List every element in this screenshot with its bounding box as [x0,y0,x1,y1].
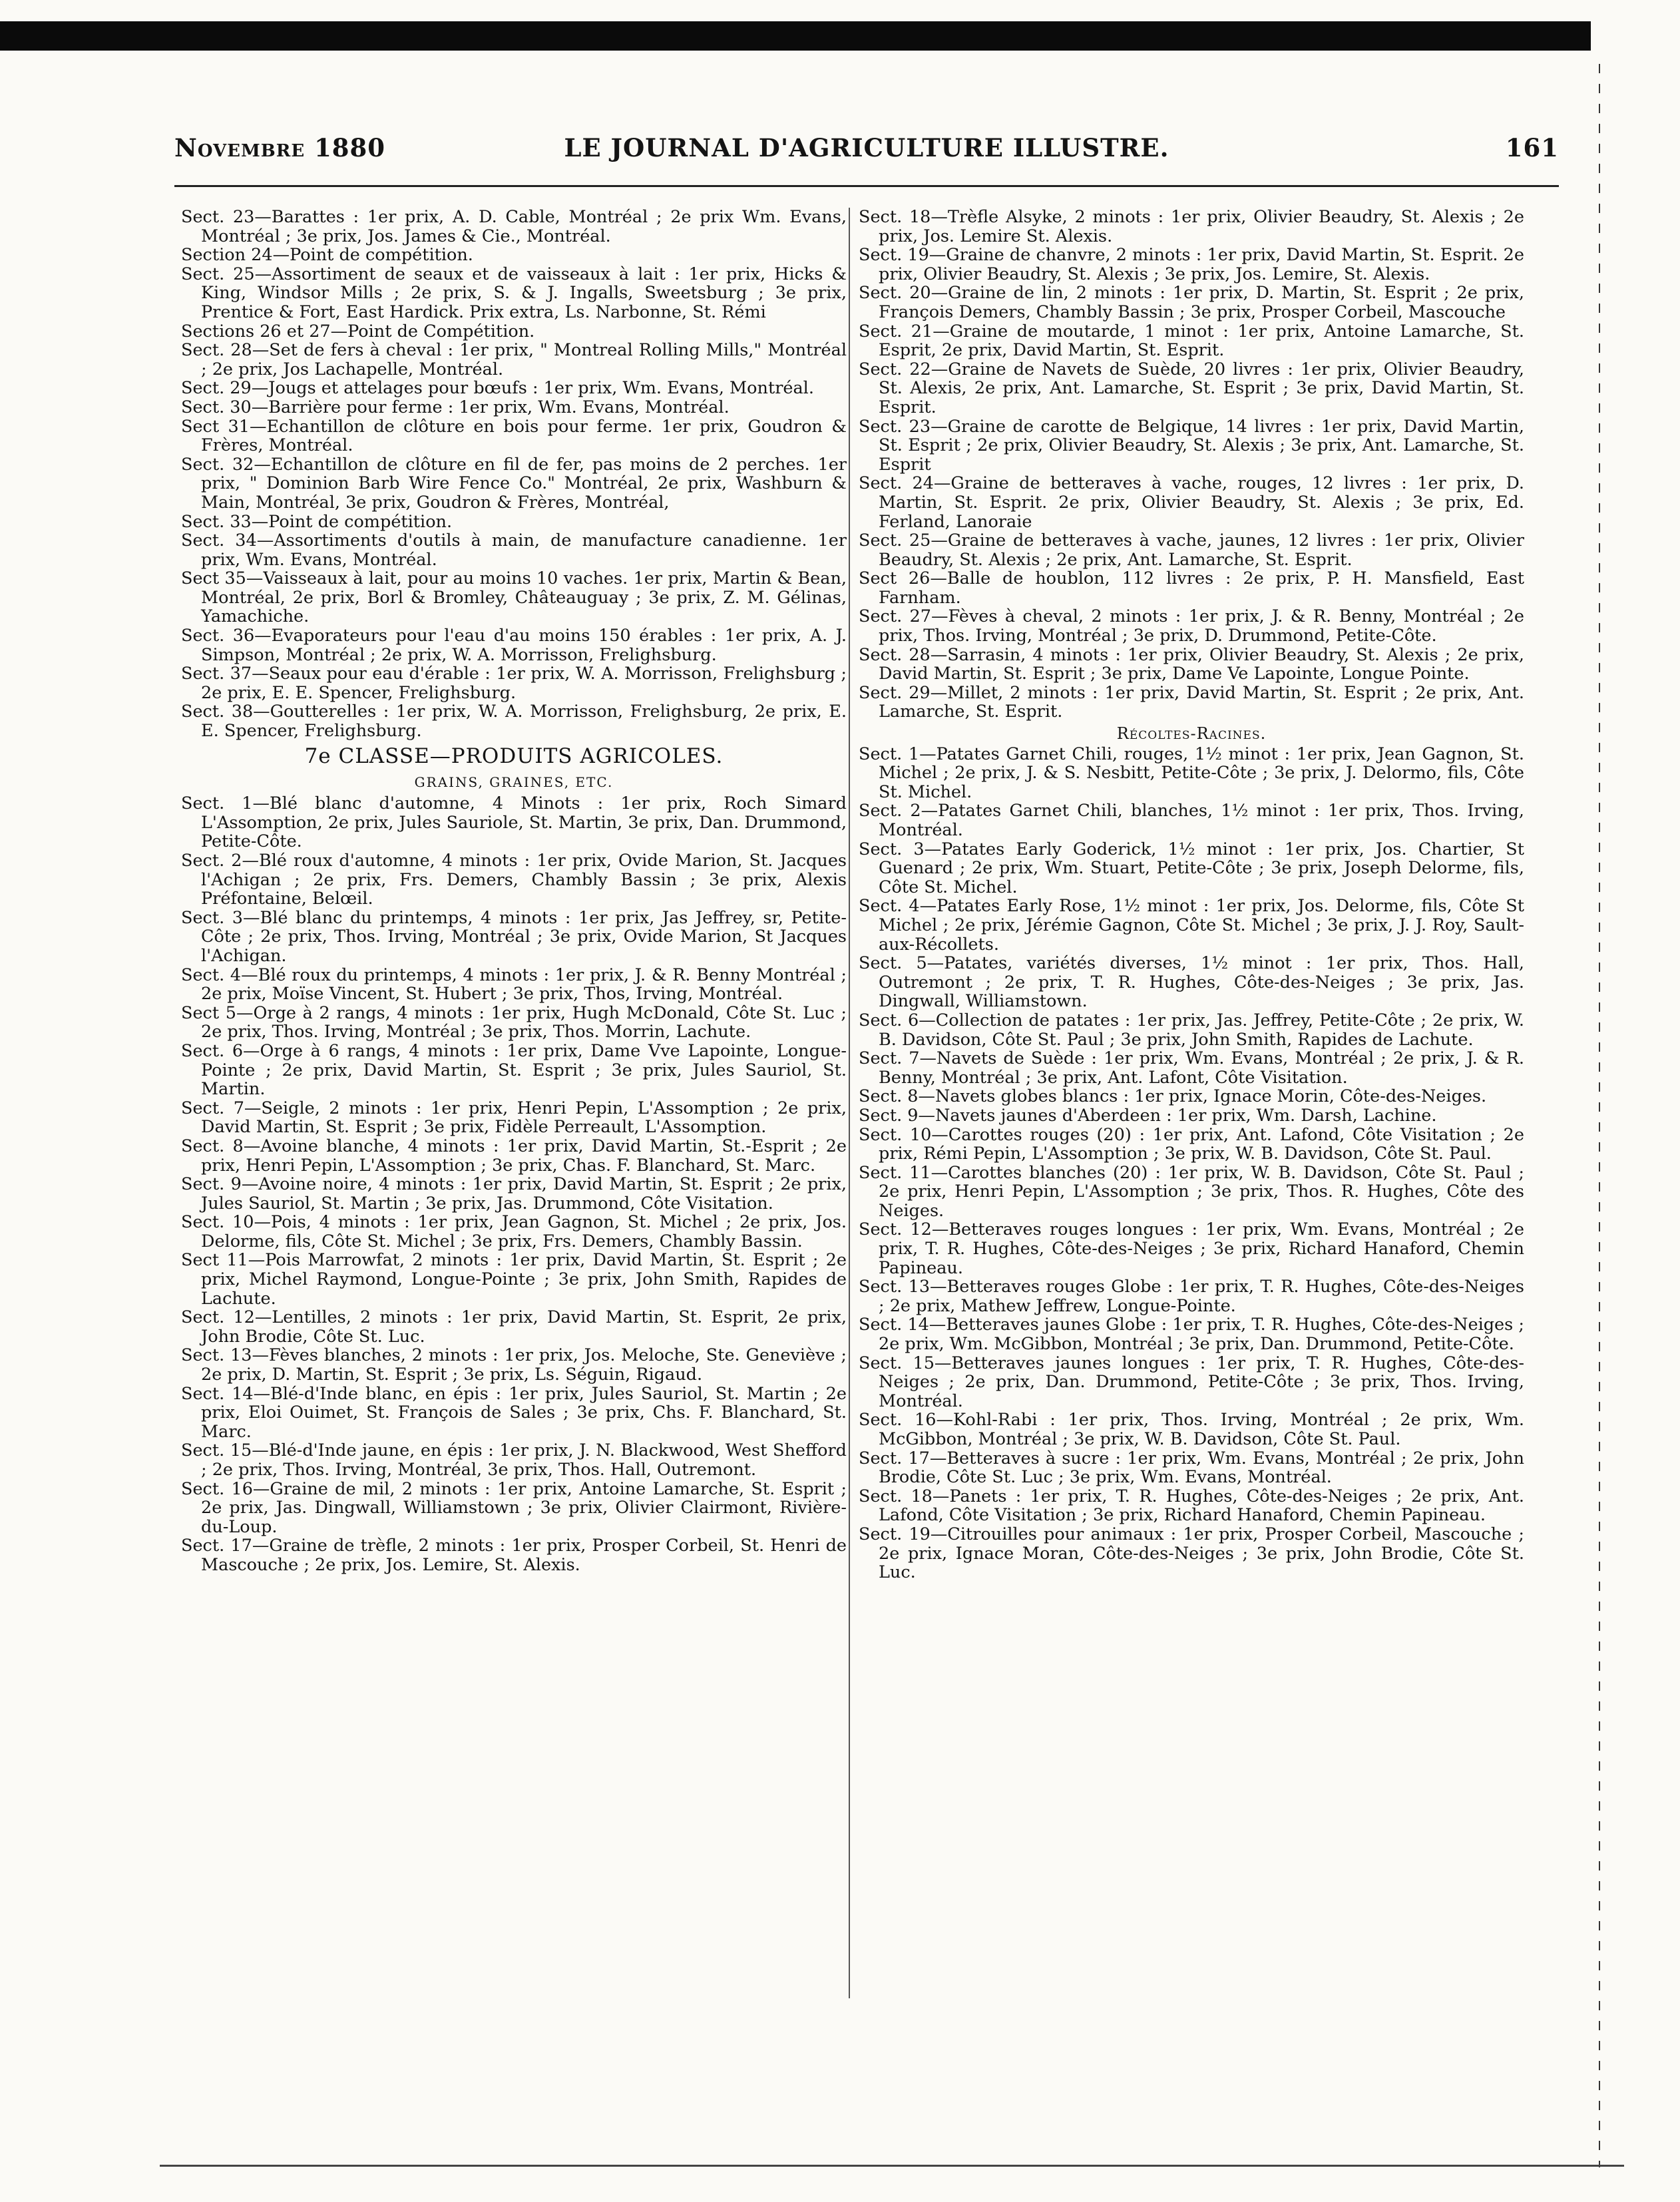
section-entry: Sect. 7—Seigle, 2 minots : 1er prix, Henri Pepin, L'Assomption ; 2e prix, David Martin, St. Esprit ; 3e prix, Fidèle Perreault, L'Assomption. [181,1098,847,1138]
section-entry: Sect. 10—Carottes rouges (20) : 1er prix, Ant. Lafond, Côte Visitation ; 2e prix, Rémi Pepin, L'Assomption ; 3e prix, W. B. Davidson, Côte St. Paul. [859,1124,1524,1164]
header-date: Novembre 1880 [174,133,386,162]
page-header [174,133,1559,173]
section-entry: Sect. 7—Navets de Suède : 1er prix, Wm. Evans, Montréal ; 2e prix, J. & R. Benny, Montréal ; 3e prix, Ant. Lafont, Côte Visitation. [859,1048,1524,1088]
section-entry: Sect. 1—Blé blanc d'automne, 4 Minots : 1er prix, Roch Simard L'Assomption, 2e prix, Jules Sauriole, St. Martin, 3e prix, Dan. Drummond, Petite-Côte. [181,793,847,852]
section-entry: Sect. 36—Evaporateurs pour l'eau d'au moins 150 érables : 1er prix, A. J. Simpson, Montréal ; 2e prix, W. A. Morrisson, Frelighsburg. [181,626,847,665]
section-entry: Sect. 20—Graine de lin, 2 minots : 1er prix, D. Martin, St. Esprit ; 2e prix, François Demers, Chambly Bassin ; 3e prix, Prosper Corbeil, Mascouche [859,283,1524,322]
section-entry: Sect. 8—Navets globes blancs : 1er prix, Ignace Morin, Côte-des-Neiges. [859,1086,1487,1107]
section-entry: Sect. 9—Navets jaunes d'Aberdeen : 1er prix, Wm. Darsh, Lachine. [859,1105,1437,1126]
left-entries-grains [181,794,847,1574]
section-entry: Sect. 19—Citrouilles pour animaux : 1er prix, Prosper Corbeil, Mascouche ; 2e prix, Ignace Moran, Côte-des-Neiges ; 3e prix, John Brodie, Côte St. Luc. [859,1524,1524,1583]
section-entry: Sect. 24—Graine de betteraves à vache, rouges, 12 livres : 1er prix, D. Martin, St. Esprit. 2e prix, Olivier Beaudry, St. Alexis ; 3e prix, Ed. Ferland, Lanoraie [859,473,1524,532]
section-entry: Sect. 17—Graine de trèfle, 2 minots : 1er prix, Prosper Corbeil, St. Henri de Mascouche ; 2e prix, Jos. Lemire, St. Alexis. [181,1536,847,1575]
section-entry: Sect. 25—Graine de betteraves à vache, jaunes, 12 livres : 1er prix, Olivier Beaudry, St. Alexis ; 2e prix, Ant. Lamarche, St. Esprit. [859,531,1524,570]
header-rule [174,185,1559,187]
section-entry: Sect. 15—Blé-d'Inde jaune, en épis : 1er prix, J. N. Blackwood, West Shefford ; 2e prix, Thos. Irving, Montréal, 3e prix, Thos. Hall, Outremont. [181,1440,847,1480]
section-entry: Sect. 25—Assortiment de seaux et de vaisseaux à lait : 1er prix, Hicks & King, Windsor Mills ; 2e prix, S. & J. Ingalls, Sweetsburg ; 3e prix, Prentice & Fort, East Hardick. Prix extra, Ls. Narbonne, St. Rémi [181,264,847,322]
section-entry: Sect. 23—Barattes : 1er prix, A. D. Cable, Montréal ; 2e prix Wm. Evans, Montréal ; 3e prix, Jos. James & Cie., Montréal. [181,207,847,246]
section-entry: Sect. 34—Assortiments d'outils à main, de manufacture canadienne. 1er prix, Wm. Evans, Montréal. [181,531,847,570]
section-entry: Sect. 18—Trèfle Alsyke, 2 minots : 1er prix, Olivier Beaudry, St. Alexis ; 2e prix, Jos. Lemire St. Alexis. [859,207,1524,246]
section-entry: Sect. 14—Blé-d'Inde blanc, en épis : 1er prix, Jules Sauriol, St. Martin ; 2e prix, Eloi Ouimet, St. François de Sales ; 3e prix, Chs. F. Blanchard, St. Marc. [181,1383,847,1442]
section-entry: Sect. 3—Blé blanc du printemps, 4 minots : 1er prix, Jas Jeffrey, sr, Petite-Côte ; 2e prix, Thos. Irving, Montréal ; 3e prix, Ovide Marion, St Jacques l'Achigan. [181,907,847,966]
left-column [181,208,847,1575]
section-entry: Sect. 16—Kohl-Rabi : 1er prix, Thos. Irving, Montréal ; 2e prix, Wm. McGibbon, Montréal ; 3e prix, W. B. Davidson, Côte St. Paul. [859,1410,1524,1449]
section-entry: Sect. 22—Graine de Navets de Suède, 20 livres : 1er prix, Olivier Beaudry, St. Alexis, 2e prix, Ant. Lamarche, St. Esprit ; 3e prix, David Martin, St. Esprit. [859,359,1524,417]
section-entry: Sect. 38—Goutterelles : 1er prix, W. A. Morrisson, Frelighsburg, 2e prix, E. E. Spencer, Frelighsburg. [181,702,847,742]
section-entry: Sect. 18—Panets : 1er prix, T. R. Hughes, Côte-des-Neiges ; 2e prix, Ant. Lafond, Côte Visitation ; 3e prix, Richard Hanaford, Chemin Papineau. [859,1486,1524,1526]
section-entry: Sect. 12—Lentilles, 2 minots : 1er prix, David Martin, St. Esprit, 2e prix, John Brodie, Côte St. Luc. [181,1307,847,1347]
section-entry: Sect. 12—Betteraves rouges longues : 1er prix, Wm. Evans, Montréal ; 2e prix, T. R. Hughes, Côte-des-Neiges ; 3e prix, Richard Hanaford, Chemin Papineau. [859,1219,1524,1278]
section-entry: Sect. 30—Barrière pour ferme : 1er prix, Wm. Evans, Montréal. [181,397,730,417]
section-entry: Sect. 28—Set de fers à cheval : 1er prix, " Montreal Rolling Mills," Montréal ; 2e prix, Jos Lachapelle, Montréal. [181,340,847,379]
top-black-bar [0,21,1591,51]
section-entry: Sect. 29—Jougs et attelages pour bœufs : 1er prix, Wm. Evans, Montréal. [181,378,814,399]
right-entries-racines [859,745,1524,1582]
section-entry: Sect. 19—Graine de chanvre, 2 minots : 1er prix, David Martin, St. Esprit. 2e prix, Olivier Beaudry, St. Alexis ; 3e prix, Jos. Lemire, St. Alexis. [859,245,1524,284]
section-entry: Sect. 4—Blé roux du printemps, 4 minots : 1er prix, J. & R. Benny Montréal ; 2e prix, Moïse Vincent, St. Hubert ; 3e prix, Thos, Irving, Montréal. [181,965,847,1004]
column-separator [849,208,850,1998]
section-entry: Sect 5—Orge à 2 rangs, 4 minots : 1er prix, Hugh McDonald, Côte St. Luc ; 2e prix, Thos. Irving, Montréal ; 3e prix, Thos. Morrin, Lachute. [181,1002,847,1042]
section-entry: Sect. 32—Echantillon de clôture en fil de fer, pas moins de 2 perches. 1er prix, " Dominion Barb Wire Fence Co." Montréal, 2e prix, Washburn & Main, Montréal, 3e prix, Goudron & Frères, Montréal, [181,454,847,513]
section-entry: Sect. 14—Betteraves jaunes Globe : 1er prix, T. R. Hughes, Côte-des-Neiges ; 2e prix, Wm. McGibbon, Montréal ; 3e prix, Dan. Drummond, Petite-Côte. [859,1315,1524,1355]
section-entry: Sect. 4—Patates Early Rose, 1½ minot : 1er prix, Jos. Delorme, fils, Côte St Michel ; 2e prix, Jérémie Gagnon, Côte St. Michel ; 3e prix, J. J. Roy, Sault-aux-Récollets. [859,896,1524,955]
section-entry: Sect. 6—Collection de patates : 1er prix, Jas. Jeffrey, Petite-Côte ; 2e prix, W. B. Davidson, Côte St. Paul ; 3e prix, John Smith, Rapides de Lachute. [859,1010,1524,1050]
section-entry: Sect 11—Pois Marrowfat, 2 minots : 1er prix, David Martin, St. Esprit ; 2e prix, Michel Raymond, Longue-Pointe ; 3e prix, John Smith, Rapides de Lachute. [181,1250,847,1309]
section-entry: Sect. 8—Avoine blanche, 4 minots : 1er prix, David Martin, St.-Esprit ; 2e prix, Henri Pepin, L'Assomption ; 3e prix, Chas. F. Blanchard, St. Marc. [181,1136,847,1176]
recoltes-title: Récoltes-Racines. [1116,724,1267,744]
page-number: 161 [1505,133,1559,162]
section-entry: Sect 35—Vaisseaux à lait, pour au moins 10 vaches. 1er prix, Martin & Bean, Montréal, 2e prix, Borl & Bromley, Châteauguay ; 3e prix, Z. M. Gélinas, Yamachiche. [181,568,847,627]
section-entry: Sect. 9—Avoine noire, 4 minots : 1er prix, David Martin, St. Esprit ; 2e prix, Jules Sauriol, St. Martin ; 3e prix, Jas. Drummond, Côte Visitation. [181,1174,847,1213]
bottom-rule [160,2165,1624,2167]
section-entry: Sect. 11—Carottes blanches (20) : 1er prix, W. B. Davidson, Côte St. Paul ; 2e prix, Henri Pepin, L'Assomption ; 3e prix, Thos. R. Hughes, Côte des Neiges. [859,1162,1524,1221]
section-entry: Sect. 2—Blé roux d'automne, 4 minots : 1er prix, Ovide Marion, St. Jacques l'Achigan ; 2e prix, Frs. Demers, Chambly Bassin ; 3e prix, Alexis Préfontaine, Belœil. [181,851,847,909]
section-entry: Sect. 27—Fèves à cheval, 2 minots : 1er prix, J. & R. Benny, Montréal ; 2e prix, Thos. Irving, Montréal ; 3e prix, D. Drummond, Petite-Côte. [859,606,1524,646]
section-entry: Sect. 5—Patates, variétés diverses, 1½ minot : 1er prix, Thos. Hall, Outremont ; 2e prix, T. R. Hughes, Côte-des-Neiges ; 3e prix, Jas. Dingwall, Williamstown. [859,953,1524,1012]
journal-title: LE JOURNAL D'AGRICULTURE ILLUSTRE. [564,133,1169,162]
section-entry: Sect. 16—Graine de mil, 2 minots : 1er prix, Antoine Lamarche, St. Esprit ; 2e prix, Jas. Dingwall, Williamstown ; 3e prix, Olivier Clairmont, Rivière-du-Loup. [181,1478,847,1537]
section-entry: Sect. 33—Point de compétition. [181,511,453,532]
section-entry: Sections 26 et 27—Point de Compétition. [181,321,535,341]
classe-title: 7e CLASSE—PRODUITS AGRICOLES. [304,744,724,768]
section-entry: Sect. 2—Patates Garnet Chili, blanches, 1½ minot : 1er prix, Thos. Irving, Montréal. [859,801,1524,840]
right-column [859,208,1524,1582]
section-entry: Sect. 13—Fèves blanches, 2 minots : 1er prix, Jos. Meloche, Ste. Geneviève ; 2e prix, D. Martin, St. Esprit ; 3e prix, Ls. Séguin, Rigaud. [181,1345,847,1385]
section-entry: Sect. 3—Patates Early Goderick, 1½ minot : 1er prix, Jos. Chartier, St Guenard ; 2e prix, Wm. Stuart, Petite-Côte ; 3e prix, Joseph Delorme, fils, Côte St. Michel. [859,839,1524,897]
section-entry: Sect. 10—Pois, 4 minots : 1er prix, Jean Gagnon, St. Michel ; 2e prix, Jos. Delorme, fils, Côte St. Michel ; 3e prix, Frs. Demers, Chambly Bassin. [181,1212,847,1251]
page-edge-marks [1599,64,1600,2167]
right-entries [859,208,1524,722]
section-entry: Sect. 29—Millet, 2 minots : 1er prix, David Martin, St. Esprit ; 2e prix, Ant. Lamarche, St. Esprit. [859,682,1524,722]
classe-subtitle: GRAINS, GRAINES, ETC. [414,773,614,790]
section-entry: Sect. 17—Betteraves à sucre : 1er prix, Wm. Evans, Montréal ; 2e prix, John Brodie, Côte St. Luc ; 3e prix, Wm. Evans, Montréal. [859,1448,1524,1488]
section-entry: Sect 31—Echantillon de clôture en bois pour ferme. 1er prix, Goudron & Frères, Montréal. [181,416,847,456]
section-entry: Sect. 6—Orge à 6 rangs, 4 minots : 1er prix, Dame Vve Lapointe, Longue-Pointe ; 2e prix, David Martin, St. Esprit ; 3e prix, Jules Sauriol, St. Martin. [181,1040,847,1100]
section-entry: Sect. 28—Sarrasin, 4 minots : 1er prix, Olivier Beaudry, St. Alexis ; 2e prix, David Martin, St. Esprit ; 3e prix, Dame Ve Lapointe, Longue Pointe. [859,644,1524,684]
section-entry: Sect. 13—Betteraves rouges Globe : 1er prix, T. R. Hughes, Côte-des-Neiges ; 2e prix, Mathew Jeffrew, Longue-Pointe. [859,1277,1524,1316]
section-entry: Sect 26—Balle de houblon, 112 livres : 2e prix, P. H. Mansfield, East Farnham. [859,568,1524,608]
section-entry: Section 24—Point de compétition. [181,245,473,266]
section-entry: Sect. 15—Betteraves jaunes longues : 1er prix, T. R. Hughes, Côte-des-Neiges ; 2e prix, Dan. Drummond, Petite-Côte ; 3e prix, Thos. Irving, Montréal. [859,1353,1524,1411]
left-entries [181,208,847,741]
section-entry: Sect. 21—Graine de moutarde, 1 minot : 1er prix, Antoine Lamarche, St. Esprit, 2e prix, David Martin, St. Esprit. [859,321,1524,361]
section-entry: Sect. 1—Patates Garnet Chili, rouges, 1½ minot : 1er prix, Jean Gagnon, St. Michel ; 2e prix, J. & S. Nesbitt, Petite-Côte ; 3e prix, J. Delormo, fils, Côte St. Michel. [859,744,1524,802]
section-entry: Sect. 23—Graine de carotte de Belgique, 14 livres : 1er prix, David Martin, St. Esprit ; 2e prix, Olivier Beaudry, St. Alexis ; 3e prix, Ant. Lamarche, St. Esprit [859,416,1524,475]
section-entry: Sect. 37—Seaux pour eau d'érable : 1er prix, W. A. Morrisson, Frelighsburg ; 2e prix, E. E. Spencer, Frelighsburg. [181,664,847,703]
